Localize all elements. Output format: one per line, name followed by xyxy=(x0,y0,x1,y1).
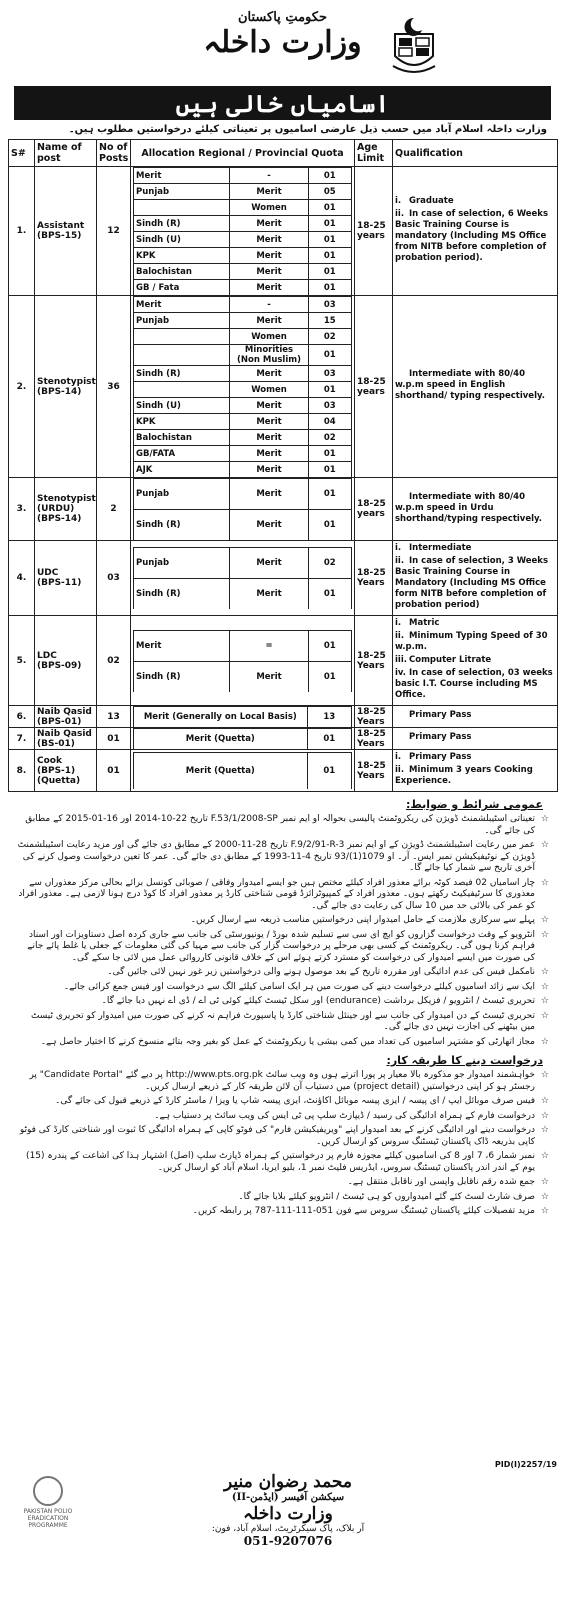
alloc-basis: Merit xyxy=(230,479,308,510)
cell-sno: 4. xyxy=(9,541,35,616)
alloc-row xyxy=(134,630,352,661)
post-name: Assistant xyxy=(37,221,85,231)
alloc-row xyxy=(134,479,352,510)
cell-age: 18-25 Years xyxy=(355,706,393,728)
cell-sno: 6. xyxy=(9,706,35,728)
post-name: Stenotypist (URDU) xyxy=(37,494,96,514)
alloc-basis: Women xyxy=(230,200,308,216)
alloc-basis: Women xyxy=(230,329,308,345)
qual-item xyxy=(395,765,555,787)
cell-post xyxy=(35,728,97,750)
alloc-category: Sindh (R) xyxy=(134,366,230,382)
list-item: ☆ تحریری ٹیسٹ / انٹرویو / فزیکل برداشت (endurance) اور سکل ٹیسٹ کیلئے کوئی ٹی اے / ڈی اے نہیں دیا جائے گا۔ xyxy=(16,996,549,1008)
signature-block xyxy=(158,1472,418,1548)
alloc-row xyxy=(134,446,352,462)
alloc-basis: Merit xyxy=(230,184,308,200)
alloc-count: 01 xyxy=(308,382,351,398)
qual-text: Intermediate with 80/40 w.p.m speed in English shorthand/ typing respectively. xyxy=(395,369,545,401)
alloc-category: Punjab xyxy=(134,184,230,200)
cell-alloc xyxy=(131,706,355,728)
conditions-title: عمومی شرائط و ضوابط: xyxy=(406,798,543,811)
qual-text: In case of selection, 6 Weeks Basic Training Course is mandatory (Including MS Office from NITB before completion of probation period). xyxy=(395,209,549,263)
alloc-row xyxy=(134,382,352,398)
alloc-count: 01 xyxy=(308,168,351,184)
alloc-row xyxy=(134,729,352,750)
alloc-row xyxy=(134,200,352,216)
list-item: ☆ مجاز اتھارٹی کو مشتہر اسامیوں کی تعداد میں کمی بیشی یا ریکروٹمنٹ کے عمل کو بغیر وجہ بتائے منسوخ کرنے کا اختیار حاصل ہے۔ xyxy=(16,1037,549,1049)
alloc-row xyxy=(134,329,352,345)
alloc-category: AJK xyxy=(134,462,230,478)
alloc-count: 01 xyxy=(308,579,351,610)
table-row xyxy=(9,750,558,792)
alloc-category: Sindh (R) xyxy=(134,661,230,692)
qual-item xyxy=(395,752,555,763)
post-name: Naib Qasid xyxy=(37,706,92,717)
qual-item xyxy=(395,732,555,743)
alloc-basis: Merit xyxy=(230,661,308,692)
alloc-category: Merit xyxy=(134,168,230,184)
cell-age: 18-25 years xyxy=(355,167,393,296)
cell-sno: 1. xyxy=(9,167,35,296)
table-row xyxy=(9,541,558,616)
alloc-count: 03 xyxy=(308,366,351,382)
alloc-table xyxy=(133,752,352,789)
qual-item xyxy=(395,668,555,701)
cell-alloc xyxy=(131,750,355,792)
cell-count: 12 xyxy=(97,167,131,296)
alloc-basis: - xyxy=(230,168,308,184)
qual-list xyxy=(395,750,555,791)
cell-sno: 2. xyxy=(9,296,35,478)
cell-alloc xyxy=(131,728,355,750)
alloc-category xyxy=(134,200,230,216)
alloc-count: 13 xyxy=(307,707,351,728)
cell-post xyxy=(35,616,97,706)
alloc-category: GB/FATA xyxy=(134,446,230,462)
list-item: ☆ نامکمل فیس کی عدم ادائیگی اور مقررہ تاریخ کے بعد موصول ہونے والی درخواستیں زیر غور نہیں لائی جائیں گی۔ xyxy=(16,967,549,979)
post-name: Stenotypist xyxy=(37,376,96,387)
alloc-row xyxy=(134,216,352,232)
alloc-basis: Merit xyxy=(230,446,308,462)
alloc-category: Punjab xyxy=(134,479,230,510)
alloc-category: Balochistan xyxy=(134,264,230,280)
polio-logo-icon xyxy=(33,1476,63,1506)
post-bps: (BPS-1) (Quetta) xyxy=(37,765,81,786)
alloc-count: 01 xyxy=(308,479,351,510)
cell-count: 36 xyxy=(97,296,131,478)
qual-text: Primary Pass xyxy=(409,732,472,742)
alloc-table xyxy=(133,167,352,295)
alloc-basis: Women xyxy=(230,382,308,398)
qual-text: Intermediate with 80/40 w.p.m speed in Urdu shorthand/typing respectively. xyxy=(395,491,543,524)
qual-marker: ii. xyxy=(395,209,405,219)
cell-post xyxy=(35,706,97,728)
alloc-count: 01 xyxy=(308,280,351,296)
alloc-row xyxy=(134,232,352,248)
qual-marker: ii. xyxy=(395,765,405,775)
cell-qual xyxy=(393,541,558,616)
alloc-basis: Merit xyxy=(230,280,308,296)
alloc-table xyxy=(133,296,352,477)
alloc-basis: Merit xyxy=(230,398,308,414)
list-item: ☆ جمع شدہ رقم ناقابل واپسی اور ناقابل منتقل ہے۔ xyxy=(16,1177,549,1189)
qual-list xyxy=(395,367,555,406)
posts-table xyxy=(8,139,558,792)
alloc-count: 03 xyxy=(308,398,351,414)
alloc-basis: Merit xyxy=(230,264,308,280)
alloc-category xyxy=(134,329,230,345)
cell-alloc xyxy=(131,296,355,478)
col-sno: S# xyxy=(9,140,35,167)
alloc-count: 01 xyxy=(308,232,351,248)
qual-text: Intermediate xyxy=(409,543,472,553)
qual-marker: i. xyxy=(395,543,402,553)
cell-post xyxy=(35,541,97,616)
list-item: ☆ انٹرویو کے وقت درخواست گزاروں کو ایچ ای سی سے تسلیم شدہ بورڈ / یونیورسٹی کی جانب سے جاری کردہ اصل دستاویزات اور اسناد فراہم کرنا ہوں گی۔ ریکروٹمنٹ کے کسی بھی مرحلے پر درخواست گزار کی جانب سے مہیا کی گئی معلومات کے جعلی یا غلط پائے جانے کی صورت میں ایسے امیدوار کی درخواست کو مسترد کرتے ہوئے اس کے خلاف قانونی کارروائی عمل میں لائی جا سکے گی۔ xyxy=(16,930,549,965)
qual-text: In case of selection, 03 weeks basic I.T. Course including MS Office. xyxy=(395,668,553,700)
qual-text: Minimum Typing Speed of 30 w.p.m. xyxy=(395,631,548,652)
alloc-count: 01 xyxy=(308,446,351,462)
alloc-count: 01 xyxy=(307,753,351,790)
alloc-category: Sindh (U) xyxy=(134,232,230,248)
cell-alloc xyxy=(131,541,355,616)
cell-count: 02 xyxy=(97,616,131,706)
footer-phone: 051-9207076 xyxy=(243,1534,333,1548)
cell-post xyxy=(35,296,97,478)
qual-marker: iii. xyxy=(395,655,407,665)
cell-qual xyxy=(393,706,558,728)
signer-name: محمد رضوان منیر xyxy=(223,1472,353,1492)
intro-text: وزارت داخلہ اسلام آباد میں حسب ذیل عارضی اسامیوں پر تعیناتی کیلئے درخواستیں مطلوب ہیں۔ xyxy=(68,124,547,135)
alloc-category: Balochistan xyxy=(134,430,230,446)
cell-qual xyxy=(393,616,558,706)
alloc-count: 01 xyxy=(307,729,351,750)
alloc-count: 01 xyxy=(308,630,351,661)
signer-designation: سیکشن آفیسر (ایڈمن-II) xyxy=(231,1492,345,1503)
alloc-count: 01 xyxy=(308,462,351,478)
qual-item xyxy=(395,492,555,525)
alloc-category: Punjab xyxy=(134,313,230,329)
alloc-text: Merit (Quetta) xyxy=(134,729,308,750)
alloc-category xyxy=(134,382,230,398)
list-item: ☆ چار اسامیاں 02 فیصد کوٹہ برائے معذور افراد کیلئے مختص ہیں جو ایسے امیدوار وفاقی / صوبائی کونسل برائے بحالی مرکز معذوراں سے معذوری کا سرٹیفیکیٹ رکھتے ہوں۔ معذور افراد کے کمپیوٹرائزڈ قومی شناختی کارڈ پر معذور افراد کا کوڈ درج ہونا لازمی ہے۔ معذور افراد کو عمر کی بالائی حد میں 10 سال کی رعایت دی جائے گی۔ xyxy=(16,878,549,913)
col-count: No of Posts xyxy=(97,140,131,167)
qual-item xyxy=(395,618,555,629)
alloc-count: 01 xyxy=(308,200,351,216)
table-row xyxy=(9,616,558,706)
alloc-row xyxy=(134,297,352,313)
alloc-count: 05 xyxy=(308,184,351,200)
post-bps: (BPS-11) xyxy=(37,578,82,588)
col-alloc: Allocation Regional / Provincial Quota xyxy=(131,140,355,167)
qual-marker: iv. xyxy=(395,668,406,678)
cell-age: 18-25 Years xyxy=(355,728,393,750)
cell-post xyxy=(35,478,97,541)
cell-alloc xyxy=(131,478,355,541)
table-row xyxy=(9,706,558,728)
cell-count: 03 xyxy=(97,541,131,616)
alloc-category: GB / Fata xyxy=(134,280,230,296)
alloc-row xyxy=(134,313,352,329)
cell-post xyxy=(35,750,97,792)
alloc-count: 01 xyxy=(308,216,351,232)
alloc-count: 01 xyxy=(308,345,351,366)
alloc-row xyxy=(134,661,352,692)
alloc-table xyxy=(133,547,352,609)
qual-text: Graduate xyxy=(409,196,454,206)
alloc-basis: Merit xyxy=(230,366,308,382)
cell-alloc xyxy=(131,167,355,296)
post-bps: (BPS-09) xyxy=(37,660,82,671)
alloc-basis: Merit xyxy=(230,510,308,541)
qual-item xyxy=(395,655,555,666)
alloc-basis: Merit xyxy=(230,462,308,478)
alloc-category: Sindh (R) xyxy=(134,579,230,610)
qual-list xyxy=(395,541,555,615)
alloc-basis: Merit xyxy=(230,579,308,610)
list-item: ☆ مزید تفصیلات کیلئے پاکستان ٹیسٹنگ سروس سے فون 051-111-111-787 پر رابطہ کریں۔ xyxy=(16,1206,549,1218)
alloc-row xyxy=(134,510,352,541)
alloc-table xyxy=(133,728,352,749)
apply-title: درخواست دینے کا طریقہ کار: xyxy=(386,1054,543,1067)
alloc-basis: - xyxy=(230,297,308,313)
alloc-basis: Merit xyxy=(230,232,308,248)
table-row xyxy=(9,167,558,296)
alloc-table xyxy=(133,630,352,692)
cell-count: 01 xyxy=(97,750,131,792)
alloc-text: Merit (Quetta) xyxy=(134,753,308,790)
apply-list xyxy=(8,1070,557,1218)
alloc-row xyxy=(134,184,352,200)
alloc-category: KPK xyxy=(134,414,230,430)
table-header-row xyxy=(9,140,558,167)
col-post: Name of post xyxy=(35,140,97,167)
qual-marker: i. xyxy=(395,196,402,206)
qual-item xyxy=(395,196,555,207)
alloc-row xyxy=(134,579,352,610)
footer-ministry: وزارت داخلہ xyxy=(243,1504,333,1524)
cell-age: 18-25 years xyxy=(355,478,393,541)
cell-age: 18-25 Years xyxy=(355,616,393,706)
post-bps: (BPS-14) xyxy=(37,386,82,397)
qual-text: Primary Pass xyxy=(409,752,472,762)
alloc-basis: Merit xyxy=(230,430,308,446)
col-qual: Qualification xyxy=(393,140,558,167)
alloc-count: 01 xyxy=(308,661,351,692)
pid-number: PID(I)2257/19 xyxy=(494,1460,557,1469)
alloc-basis: Minorities (Non Muslim) xyxy=(230,345,308,366)
cell-count: 2 xyxy=(97,478,131,541)
post-name: Cook xyxy=(37,755,62,766)
qual-text: Matric xyxy=(409,618,440,628)
cell-sno: 3. xyxy=(9,478,35,541)
list-item: ☆ نمبر شمار 6، 7 اور 8 کی اسامیوں کیلئے مجوزہ فارم پر درخواستیں کے ہمراہ ڈپازٹ سلپ (اصل) اشتہار ہذا کی اشاعت کے پندرہ (15) یوم کے اندر اندر پاکستان ٹیسٹنگ سروس، ایڈریس فلیٹ نمبر 1، بلیو ایریا، اسلام آباد کو ارسال کریں۔ xyxy=(16,1151,549,1174)
alloc-row xyxy=(134,366,352,382)
alloc-count: 01 xyxy=(308,248,351,264)
cell-count: 01 xyxy=(97,728,131,750)
cell-qual xyxy=(393,296,558,478)
list-item: ☆ عمر میں رعایت اسٹیبلشمنٹ ڈویژن کے او ایم نمبر F.9/2/91-R-3 تاریخ 28-11-2000 کے مطابق دی جائے گی اور مزید رعایت اسٹیبلشمنٹ ڈویژن کے نوٹیفیکیشن نمبر ایس۔ آر۔ او 1079(1)/93 تاریخ 4-11-1993 کے مطابق دی جائے گی۔ عمر کا تعین درخواست وصول کرنے کی آخری تاریخ سے شمار کیا جائے گا۔ xyxy=(16,840,549,875)
post-bps: (BPS-15) xyxy=(37,231,82,241)
alloc-row xyxy=(134,398,352,414)
list-item: ☆ تحریری ٹیسٹ کے دن امیدوار کی جانب سے اور جینئل شناختی کارڈ یا پاسپورٹ فراہم نہ کرنے کی صورت میں امیدوار کو تحریری ٹیسٹ میں بیٹھنے کی اجازت نہیں دی جائے گی۔ xyxy=(16,1011,549,1034)
post-bps: (BPS-14) xyxy=(37,514,82,524)
table-row xyxy=(9,478,558,541)
qual-list xyxy=(395,616,555,705)
alloc-count: 01 xyxy=(308,264,351,280)
alloc-row xyxy=(134,707,352,728)
table-row xyxy=(9,728,558,750)
cell-sno: 5. xyxy=(9,616,35,706)
post-name: UDC xyxy=(37,568,59,578)
alloc-row xyxy=(134,462,352,478)
alloc-count: 15 xyxy=(308,313,351,329)
alloc-row xyxy=(134,548,352,579)
qual-text: In case of selection, 3 Weeks Basic Training Course in Mandatory (Including MS Office form NITB before completion of probation period) xyxy=(395,556,549,610)
alloc-category: Sindh (R) xyxy=(134,216,230,232)
alloc-row xyxy=(134,248,352,264)
alloc-count: 02 xyxy=(308,430,351,446)
qual-item xyxy=(395,209,555,264)
post-bps: (BPS-01) xyxy=(37,716,82,727)
qual-text: Computer Litrate xyxy=(409,655,492,665)
cell-age: 18-25 Years xyxy=(355,541,393,616)
list-item: ☆ صرف شارٹ لسٹ کئے گئے امیدواروں کو ہی ٹیسٹ / انٹرویو کیلئے بلایا جائے گا۔ xyxy=(16,1192,549,1204)
cell-sno: 7. xyxy=(9,728,35,750)
qual-list xyxy=(395,194,555,268)
ministry-title: وزارت داخلہ xyxy=(203,25,362,60)
list-item: ☆ ایک سے زائد اسامیوں کیلئے درخواست دینے کی صورت میں ہر ایک اسامی کیلئے الگ سے درخواست اور فیس جمع کرائی جائے۔ xyxy=(16,982,549,994)
col-age: Age Limit xyxy=(355,140,393,167)
alloc-basis: Merit xyxy=(230,313,308,329)
cell-qual xyxy=(393,167,558,296)
alloc-basis: Merit xyxy=(230,216,308,232)
alloc-count: 02 xyxy=(308,548,351,579)
alloc-basis: = xyxy=(230,630,308,661)
qual-marker: i. xyxy=(395,752,402,762)
alloc-row xyxy=(134,168,352,184)
qual-marker: ii. xyxy=(395,556,405,566)
alloc-category: Punjab xyxy=(134,548,230,579)
alloc-row xyxy=(134,280,352,296)
cell-sno: 8. xyxy=(9,750,35,792)
alloc-category: Sindh (R) xyxy=(134,510,230,541)
cell-qual xyxy=(393,728,558,750)
cell-post xyxy=(35,167,97,296)
alloc-row xyxy=(134,345,352,366)
list-item: ☆ پہلے سے سرکاری ملازمت کے حامل امیدوار اپنی درخواستیں مناسب ذریعہ سے ارسال کریں۔ xyxy=(16,915,549,927)
alloc-count: 01 xyxy=(308,510,351,541)
alloc-text: Merit (Generally on Local Basis) xyxy=(134,707,308,728)
header xyxy=(8,10,557,84)
post-bps: (BS-01) xyxy=(37,738,75,749)
list-item: ☆ درخواست فارم کے ہمراہ ادائیگی کی رسید / ڈیپازٹ سلپ پی ٹی ایس کی ویب سائٹ پر دستیاب ہے۔ xyxy=(16,1111,549,1123)
post-name: LDC xyxy=(37,650,57,661)
list-item: ☆ تعیناتی اسٹیبلشمنٹ ڈویژن کی ریکروٹمنٹ پالیسی بحوالہ او ایم نمبر F.53/1/2008-SP تاریخ 22-10-2014 اور 16-01-2015 کے مطابق کی جائے گی۔ xyxy=(16,814,549,837)
qual-item xyxy=(395,543,555,554)
cell-age: 18-25 Years xyxy=(355,750,393,792)
alloc-row xyxy=(134,753,352,790)
alloc-category: Merit xyxy=(134,630,230,661)
alloc-table xyxy=(133,706,352,727)
qual-text: Primary Pass xyxy=(409,710,472,720)
alloc-row xyxy=(134,430,352,446)
cell-alloc xyxy=(131,616,355,706)
polio-logo-label: PAKISTAN POLIO ERADICATION PROGRAMME xyxy=(23,1508,73,1529)
qual-list xyxy=(395,708,555,725)
qual-item xyxy=(395,369,555,402)
alloc-category: KPK xyxy=(134,248,230,264)
alloc-category: Merit xyxy=(134,297,230,313)
alloc-category xyxy=(134,345,230,366)
qual-list xyxy=(395,490,555,529)
alloc-row xyxy=(134,414,352,430)
list-item: ☆ خواہشمند امیدوار جو مذکورہ بالا معیار پر پورا اترتے ہوں وہ ویب سائٹ http://www.pts.org.pk پر دیے گئے "Candidate Portal" پر رجسٹر ہو کر اپنی درخواستیں (project detail) میں دستیاب آن لائن طریقہ کار کے ذریعے ارسال کریں۔ xyxy=(16,1070,549,1093)
cell-qual xyxy=(393,750,558,792)
cell-count: 13 xyxy=(97,706,131,728)
alloc-count: 03 xyxy=(308,297,351,313)
table-row xyxy=(9,296,558,478)
footer-address: آر بلاک، پاک سیکرٹریٹ، اسلام آباد، فون: xyxy=(211,1524,365,1534)
alloc-basis: Merit xyxy=(230,248,308,264)
alloc-table xyxy=(133,478,352,540)
alloc-count: 02 xyxy=(308,329,351,345)
qual-marker: i. xyxy=(395,618,402,628)
alloc-row xyxy=(134,264,352,280)
gov-title: حکومتِ پاکستان xyxy=(238,10,327,25)
cell-qual xyxy=(393,478,558,541)
qual-text: Minimum 3 years Cooking Experience. xyxy=(395,765,533,786)
alloc-count: 04 xyxy=(308,414,351,430)
conditions-list xyxy=(8,814,557,1048)
list-item: ☆ درخواست دینے اور ادائیگی کرنے کے بعد امیدوار اپنے "ویریفیکیشن فارم" کی فوٹو کاپی کے ہمراہ ادائیگی کا ثبوت اور شناختی کارڈ کی فوٹو کاپی بذریعہ ڈاک پاکستان ٹیسٹنگ سروس کو ارسال کریں۔ xyxy=(16,1125,549,1148)
list-item: ☆ فیس صرف موبائل ایپ / ای پیسہ / ایزی پیسہ موبائل اکاؤنٹ، ایزی پیسہ شاپ یا ویزا / ماسٹر کارڈ کے ذریعے قبول کی جائے گی۔ xyxy=(16,1096,549,1108)
state-emblem-icon xyxy=(389,16,439,76)
qual-item xyxy=(395,710,555,721)
alloc-basis: Merit xyxy=(230,414,308,430)
qual-list xyxy=(395,730,555,747)
alloc-basis: Merit xyxy=(230,548,308,579)
footer xyxy=(8,1460,557,1590)
qual-item xyxy=(395,556,555,611)
post-name: Naib Qasid xyxy=(37,728,92,739)
qual-marker: ii. xyxy=(395,631,405,641)
qual-item xyxy=(395,631,555,653)
vacancies-banner: اسامیاں خالی ہیں xyxy=(14,86,551,120)
cell-age: 18-25 years xyxy=(355,296,393,478)
alloc-category: Sindh (U) xyxy=(134,398,230,414)
polio-logo xyxy=(18,1476,78,1529)
